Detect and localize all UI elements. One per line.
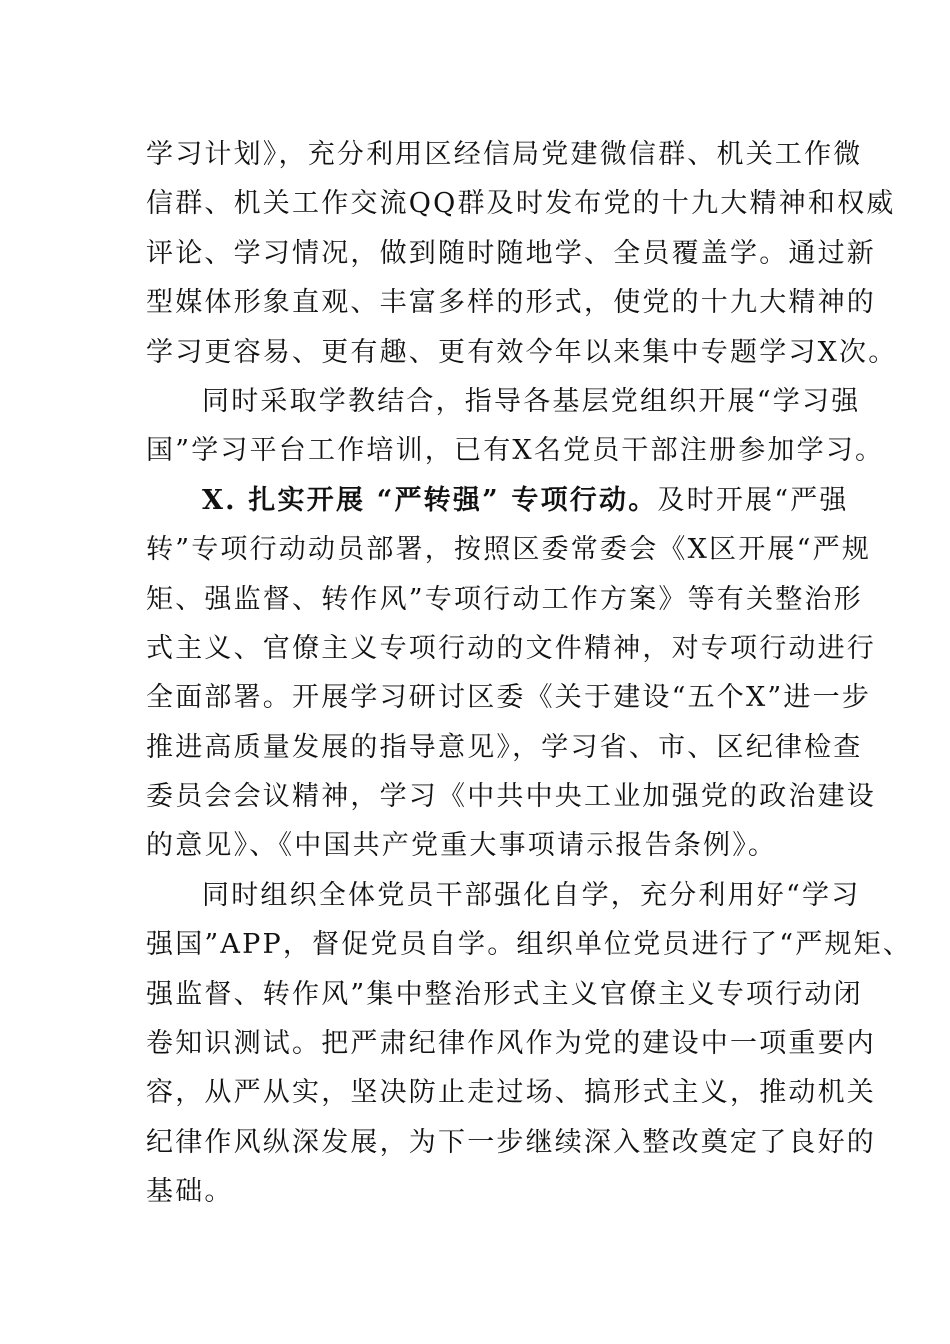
text-line: 国”学习平台工作培训，已有X名党员干部注册参加学习。 [146,435,885,467]
paragraph-2 [146,377,885,476]
text-line: 学习更容易、更有趣、更有效今年以来集中专题学习X次。 [146,336,898,368]
text-line: 型媒体形象直观、丰富多样的形式，使党的十九大精神的 [146,287,876,319]
text-line: 的意见》、《中国共产党重大事项请示报告条例》。 [146,830,778,862]
text-line: 同时采取学教结合，指导各基层党组织开展“学习强 [202,385,861,417]
text-line: 容，从严从实，坚决防止走过场、搞形式主义，推动机关 [146,1077,876,1109]
text-line: 全面部署。开展学习研讨区委《关于建设“五个X”进一步 [146,682,872,714]
text-line [146,476,849,525]
text-line: 信群、机关工作交流QQ群及时发布党的十九大精神和权威 [146,188,896,220]
text-line: 纪律作风纵深发展，为下一步继续深入整改奠定了良好的 [146,1126,876,1158]
heading-line-rest: 及时开展“严强 [657,484,849,516]
text-line: 卷知识测试。把严肃纪律作风作为党的建设中一项重要内 [146,1028,876,1060]
paragraph-1 [146,130,898,377]
section-heading: X. 扎实开展 “严转强” 专项行动。 [202,484,658,516]
document-body [146,130,913,1217]
text-line: 推进高质量发展的指导意见》，学习省、市、区纪律检查 [146,731,863,763]
text-line: 同时组织全体党员干部强化自学，充分利用好“学习 [202,879,861,911]
text-line: 强监督、转作风”集中整治形式主义官僚主义专项行动闭 [146,978,863,1010]
text-line: 学习计划》，充分利用区经信局党建微信群、机关工作微 [146,139,863,170]
text-line: 强国”APP，督促党员自学。组织单位党员进行了“严规矩、 [146,929,913,961]
text-line: 式主义、官僚主义专项行动的文件精神，对专项行动进行 [146,632,876,664]
paragraph-4 [146,871,913,1217]
text-line: 基础。 [146,1176,234,1208]
text-line: 转”专项行动动员部署，按照区委常委会《X区开展“严规 [146,534,872,566]
text-line: 评论、学习情况，做到随时随地学、全员覆盖学。通过新 [146,237,876,269]
paragraph-3 [146,476,876,871]
text-line: 委员会会议精神，学习《中共中央工业加强党的政治建设 [146,781,876,813]
text-line: 矩、强监督、转作风”专项行动工作方案》等有关整治形 [146,583,863,615]
